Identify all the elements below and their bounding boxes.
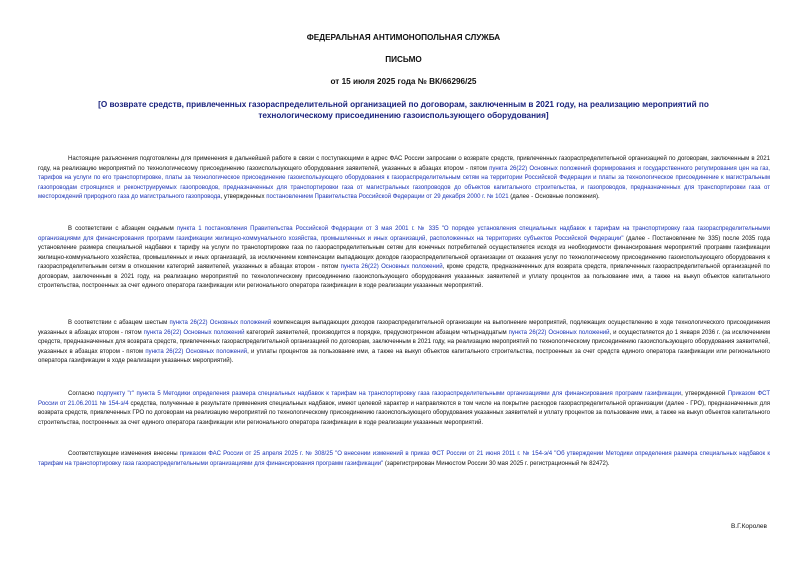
law-link[interactable]: пункта 26(22) Основных положений (169, 320, 272, 326)
law-link[interactable]: пункта 26(22) Основных положений (340, 264, 443, 270)
law-link[interactable]: пункта 26(22) Основных положений (508, 329, 610, 336)
paragraph-text: (далее - Основные положения). (508, 194, 600, 200)
paragraph-text: (зарегистрирован Минюстом России 30 мая 2025 г. регистрационный № 82472). (383, 460, 610, 467)
document-title: [О возврате средств, привлеченных газораспределительной организацией по договорам, заключенным в 2021 году, на реализацию мероприятий по технологическому присоединению газоиспользующего оборудования] (98, 100, 709, 120)
paragraph-text: , кроме средств, предназначенных для возврата средств, привлеченных газораспределительной организацией по договорам, заключенным в 2021 году, на реализацию мероприятий по технологическому присоединению газоиспользующего оборудования указанных заявителей и уплату процентов за пользование ими, а также на выкуп объектов капитального строительства, построенных за счет единого оператора газификации или регионального оператора газификации в ходе реализации указанных мероприятий. (38, 264, 770, 289)
law-link[interactable]: пункта 26(22) Основных положений (143, 329, 245, 336)
paragraph-2 (38, 225, 770, 292)
paragraph-text: В соответствии с абзацем шестым (68, 320, 170, 326)
law-link[interactable]: пункта 1 постановления Правительства Российской Федерации от 3 мая 2001 г. № 335 "О порядке установления специальных надбавок к тарифам на транспортировку газа газораспределительными организациями для финансирования программ газификации жилищно-коммунального хозяйства, промышленных и иных организаций, расположенных на территориях субъектов Российской Федерации" (38, 226, 770, 242)
law-link[interactable]: Приказом ФСТ России от 21.06.2011 № 154-э/4 (38, 391, 771, 407)
law-link[interactable]: пункта 26(22) Основных положений формирования и государственного регулирования цен на газ, тарифов на услуги по его транспортировке, платы за технологическое присоединение газоиспользующего оборудования к газораспределительным сетям на территории Российской Федерации и платы за технологическое присоединение к магистральным газопроводам строящихся и реконструируемых газопроводов, предназначенных для транспортировки газа от магистральных газопроводов до объектов капитального строительства, и газопроводов, предназначенных для транспортировки газа от месторождений природного газа до магистрального газопровода (38, 165, 770, 200)
law-link[interactable]: подпункту "г" пункта 5 Методики определения размера специальных надбавок к тарифам на транспортировку газа газораспределительными организациями для финансирования программ газификации (96, 391, 682, 397)
paragraph-text: В соответствии с абзацем седьмым (68, 226, 177, 232)
paragraph-text: категорий заявителей, производится в порядке, предусмотренном абзацем четырнадцатым (244, 329, 509, 336)
law-link[interactable]: приказом ФАС России от 25 апреля 2025 г. № 308/25 "О внесении изменений в приказ ФСТ России от 21 июня 2011 г. № 154-э/4 "Об утверждении Методики определения размера специальных надбавок к тарифам на транспортировку газа газораспределительными организациями для финансирования программ газификации" (38, 451, 770, 467)
agency-name: ФЕДЕРАЛЬНАЯ АНТИМОНОПОЛЬНАЯ СЛУЖБА (306, 33, 501, 42)
paragraph-text: Соответствующие изменения внесены (68, 451, 180, 457)
law-link[interactable]: постановлением Правительства Российской Федерации от 29 декабря 2000 г. № 1021 (266, 194, 509, 200)
law-link[interactable]: пункта 26(22) Основных положений (145, 348, 248, 355)
paragraph-3 (38, 319, 770, 367)
paragraph-text: , и уплаты процентов за пользование ими, а также на выкуп объектов капитального строительства, построенных за счет средств единого оператора газификации или регионального оператора газификации в ходе реализации указанных мероприятий). (38, 348, 770, 364)
paragraph-text: , и осуществляется до 1 января 2036 г. (за исключением средств, предназначенных для возврата средств, привлеченных газораспределительной организацией по договорам, заключенным в 2021 году, на реализацию мероприятий по технологическому присоединению газоиспользующего оборудования заявителей, указанных в абзацах втором - пятом (38, 329, 770, 355)
paragraph-5 (38, 450, 770, 469)
paragraph-4 (38, 390, 770, 428)
paragraph-text: Согласно (68, 391, 97, 397)
document-type: ПИСЬМО (385, 55, 422, 64)
paragraph-text: Настоящие разъяснения подготовлены для применения в дальнейшей работе в связи с поступающими в адрес ФАС России запросами о возврате средств, привлеченных газораспределительной организацией по договорам, заключенным в 2021 году, на реализацию мероприятий по технологическому присоединению газоиспользующего оборудования заявителей, указанных в абзацах втором - пятом (38, 156, 770, 172)
paragraph-text: , утвержденных (220, 194, 267, 200)
signature: В.Г.Королев (730, 523, 767, 530)
paragraph-text: средства, полученные в результате применения специальных надбавок, имеют целевой характер и направляются в том числе на покрытие расходов газораспределительной организации (далее - ГРО), предназначенных для возврата средств, привлеченных ГРО по договорам на реализацию мероприятий по технологическому присоединению газоиспользующего оборудования указанных заявителей и уплату процентов за пользование ими, а также на выкуп объектов капитального строительства, построенных за счет единого оператора газификации или регионального оператора газификации в ходе реализации указанных мероприятий. (38, 400, 770, 426)
paragraph-1 (38, 155, 770, 203)
paragraph-text: компенсация выпадающих доходов газораспределительной организации на выполнение мероприятий, подлежащих осуществлению в ходе технологического присоединения указанных в абзацах втором - пятом (38, 320, 771, 336)
paragraph-text: (далее - Постановление № 335) после 2035 года установление размера специальной надбавки к тарифу на услуги по транспортировке газа по газораспределительным сетям для конечных потребителей осуществляется исходя из необходимости финансирования мероприятий программ газификации жилищно-коммунального хозяйства, промышленных и иных организаций, за исключением компенсации выпадающих доходов газораспределительной организации от оказания услуг по технологическому присоединению газоиспользующего оборудования к газораспределительным сетям в отношении категорий заявителей, указанных в абзацах втором - пятом (38, 235, 770, 270)
document-date-number: от 15 июля 2025 года № ВК/66296/25 (330, 77, 477, 86)
paragraph-text: , утвержденной (681, 391, 728, 397)
